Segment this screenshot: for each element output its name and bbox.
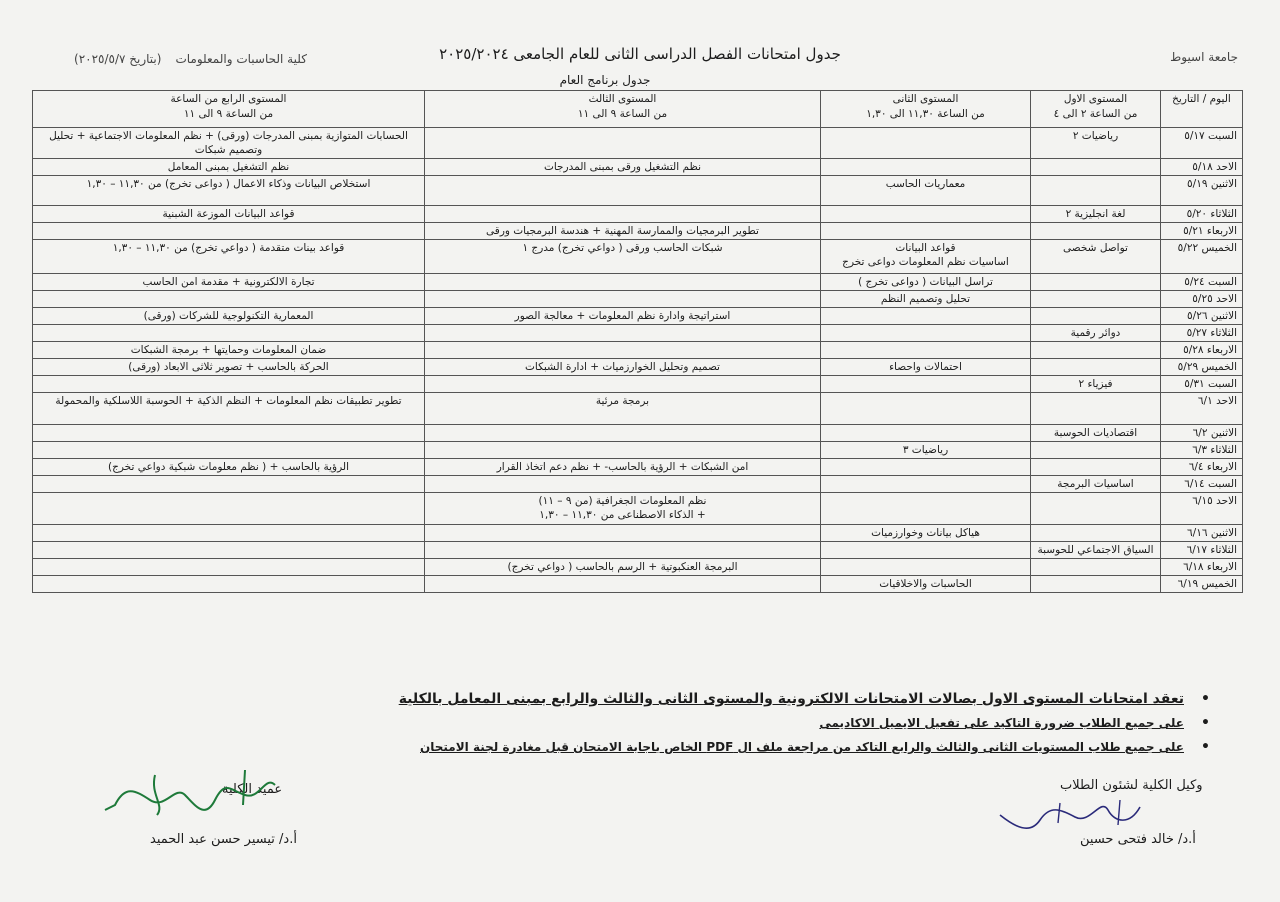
level-cell-3 [425,525,821,542]
level-cell-3: استراتيجة وادارة نظم المعلومات + معالجة الصور [425,308,821,325]
level-cell-2 [821,308,1031,325]
level-cell-2: الحاسبات والاخلاقيات [821,576,1031,593]
level-cell-4: ضمان المعلومات وحمايتها + برمجة الشبكات [33,342,425,359]
level-cell-3 [425,376,821,393]
day-cell: الخميس ٥/٢٩ [1161,359,1243,376]
table-row [33,274,1243,291]
level-cell-4 [33,442,425,459]
table-row [33,176,1243,206]
level-cell-3 [425,576,821,593]
table-row [33,459,1243,476]
level-cell-3 [425,128,821,159]
issue-date: (بتاريخ ٢٠٢٥/٥/٧) [74,52,162,66]
day-cell: السبت ٦/١٤ [1161,476,1243,493]
level-cell-2: رياضيات ٣ [821,442,1031,459]
level-cell-2 [821,493,1031,525]
table-row [33,525,1243,542]
level-cell-4: قواعد بينات متقدمة ( دواعي تخرج) من ١١,٣٠ – ١,٣٠ [33,240,425,274]
level-cell-2: قواعد البيانات اساسيات نظم المعلومات دواعى تخرج [821,240,1031,274]
header-level2: المستوى الثانى من الساعة ١١,٣٠ الى ١,٣٠ [821,91,1031,128]
level-cell-4 [33,376,425,393]
table-row [33,493,1243,525]
level-cell-4: الحركة بالحاسب + تصوير ثلاثى الابعاد (ورقى) [33,359,425,376]
level-cell-3 [425,442,821,459]
level-cell-1: تواصل شخصى [1031,240,1161,274]
day-cell: الاحد ٦/١٥ [1161,493,1243,525]
level-cell-2 [821,559,1031,576]
level-cell-1: فيزياء ٢ [1031,376,1161,393]
note-item [310,688,1210,712]
day-cell: الثلاثاء ٥/٢٧ [1161,325,1243,342]
level-cell-3: برمجة مرئية [425,393,821,425]
dean-name: أ.د/ تيسير حسن عبد الحميد [150,832,297,847]
level-cell-1 [1031,223,1161,240]
level-cell-2 [821,325,1031,342]
table-row [33,559,1243,576]
note-item [310,736,1210,760]
level-cell-4: تطوير تطبيقات نظم المعلومات + النظم الذكية + الحوسبة اللاسلكية والمحمولة [33,393,425,425]
level-cell-2 [821,159,1031,176]
level-cell-1 [1031,525,1161,542]
day-cell: الاثنين ٥/١٩ [1161,176,1243,206]
level-cell-3 [425,325,821,342]
level-cell-4: استخلاص البيانات وذكاء الاعمال ( دواعى تخرج) من ١١,٣٠ – ١,٣٠ [33,176,425,206]
level-cell-1 [1031,176,1161,206]
level-cell-1: دوائر رقمية [1031,325,1161,342]
level-cell-4 [33,291,425,308]
day-cell: الاحد ٦/١ [1161,393,1243,425]
level-cell-1: اساسيات البرمجة [1031,476,1161,493]
table-row [33,476,1243,493]
header-day: اليوم / التاريخ [1161,91,1243,128]
level-cell-4: المعمارية التكنولوجية للشركات (ورقى) [33,308,425,325]
bullet-icon: • [1201,715,1210,731]
level-cell-3 [425,206,821,223]
level-cell-2 [821,206,1031,223]
day-cell: الثلاثاء ٥/٢٠ [1161,206,1243,223]
note-text: على جميع الطلاب ضرورة التاكيد على تفعيل الايميل الاكاديمى [819,716,1184,730]
day-cell: الاثنين ٥/٢٦ [1161,308,1243,325]
level-cell-2: تحليل وتصميم النظم [821,291,1031,308]
level-cell-4 [33,576,425,593]
level-cell-4 [33,325,425,342]
level-cell-2: هياكل بيانات وخوارزميات [821,525,1031,542]
note-text: تعقد امتحانات المستوى الاول بصالات الامتحانات الالكترونية والمستوى الثانى والثالث والرابع بمبنى المعامل بالكلية [398,691,1184,707]
level-cell-4: الرؤية بالحاسب + ( نظم معلومات شبكية دواعي تخرج) [33,459,425,476]
level-cell-4 [33,223,425,240]
level-cell-3 [425,425,821,442]
table-row [33,206,1243,223]
level-cell-4 [33,493,425,525]
level-cell-3: تصميم وتحليل الخوارزميات + ادارة الشبكات [425,359,821,376]
day-cell: الثلاثاء ٦/١٧ [1161,542,1243,559]
day-cell: السبت ٥/٢٤ [1161,274,1243,291]
dean-signature-icon [95,765,285,825]
level-cell-1: رياضيات ٢ [1031,128,1161,159]
level-cell-4: تجارة الالكترونية + مقدمة امن الحاسب [33,274,425,291]
level-cell-1 [1031,359,1161,376]
level-cell-2 [821,376,1031,393]
table-row [33,308,1243,325]
vice-dean-signature-icon [990,795,1150,835]
header-level4: المستوى الرابع من الساعة من الساعة ٩ الى ١١ [33,91,425,128]
level-cell-2: تراسل البيانات ( دواعى تخرج ) [821,274,1031,291]
day-cell: الخميس ٥/٢٢ [1161,240,1243,274]
level-cell-4 [33,559,425,576]
day-cell: الاربعاء ٥/٢٨ [1161,342,1243,359]
table-row [33,342,1243,359]
day-cell: الاربعاء ٥/٢١ [1161,223,1243,240]
exam-schedule-table [32,90,1243,593]
day-cell: السبت ٥/١٧ [1161,128,1243,159]
day-cell: الاربعاء ٦/٤ [1161,459,1243,476]
level-cell-2 [821,476,1031,493]
note-item [310,712,1210,736]
level-cell-4: نظم التشغيل بمبنى المعامل [33,159,425,176]
level-cell-1 [1031,442,1161,459]
level-cell-1 [1031,342,1161,359]
bullet-icon: • [1201,691,1210,707]
level-cell-1 [1031,559,1161,576]
day-cell: الاحد ٥/١٨ [1161,159,1243,176]
vice-dean-title: وكيل الكلية لشئون الطلاب [1060,778,1203,793]
table-row [33,128,1243,159]
vice-dean-name: أ.د/ خالد فتحى حسين [1080,832,1196,847]
page-title: جدول امتحانات الفصل الدراسى الثانى للعام الجامعى ٢٠٢٥/٢٠٢٤ [439,45,841,63]
level-cell-3: البرمجة العنكبوتية + الرسم بالحاسب ( دواعي تخرج) [425,559,821,576]
table-row [33,325,1243,342]
dean-title: عميد الكلية [222,782,283,797]
level-cell-1: اقتصاديات الحوسبة [1031,425,1161,442]
note-text: على جميع طلاب المستويات الثانى والثالث والرابع التاكد من مراجعة ملف ال PDF الخاص باجابة الامتحان قبل مغادرة لجنة الامتحان [420,740,1184,754]
table-row [33,425,1243,442]
table-row [33,291,1243,308]
level-cell-3: شبكات الحاسب ورقى ( دواعي تخرج) مدرج ١ [425,240,821,274]
level-cell-2 [821,342,1031,359]
level-cell-3 [425,176,821,206]
university-name: جامعة اسيوط [1170,50,1238,64]
page-subtitle: جدول برنامج العام [559,73,651,87]
header-level1: المستوى الاول من الساعة ٢ الى ٤ [1031,91,1161,128]
level-cell-3 [425,291,821,308]
level-cell-3 [425,542,821,559]
level-cell-2: معماريات الحاسب [821,176,1031,206]
day-cell: الخميس ٦/١٩ [1161,576,1243,593]
table-row [33,442,1243,459]
bullet-icon: • [1201,739,1210,755]
table-row [33,240,1243,274]
level-cell-2 [821,459,1031,476]
level-cell-3 [425,274,821,291]
level-cell-1: لغة انجليزية ٢ [1031,206,1161,223]
level-cell-4: قواعد البيانات الموزعة الشبنية [33,206,425,223]
level-cell-4 [33,425,425,442]
table-row [33,223,1243,240]
level-cell-4 [33,542,425,559]
level-cell-2 [821,425,1031,442]
day-cell: الاربعاء ٦/١٨ [1161,559,1243,576]
table-row [33,159,1243,176]
day-cell: الاثنين ٦/١٦ [1161,525,1243,542]
table-row [33,393,1243,425]
day-cell: الاثنين ٦/٢ [1161,425,1243,442]
table-row [33,376,1243,393]
level-cell-4 [33,525,425,542]
level-cell-1 [1031,493,1161,525]
level-cell-1 [1031,459,1161,476]
day-cell: الاحد ٥/٢٥ [1161,291,1243,308]
faculty-date [60,52,307,66]
faculty-name: كلية الحاسبات والمعلومات [175,52,307,66]
level-cell-3 [425,476,821,493]
level-cell-1 [1031,274,1161,291]
level-cell-1 [1031,291,1161,308]
level-cell-2 [821,542,1031,559]
level-cell-3: تطوير البرمجيات والممارسة المهنية + هندسة البرمجيات ورقى [425,223,821,240]
level-cell-4 [33,476,425,493]
level-cell-1 [1031,576,1161,593]
level-cell-3: نظم المعلومات الجغرافية (من ٩ – ١١) + الذكاء الاصطناعى من ١١,٣٠ – ١,٣٠ [425,493,821,525]
level-cell-3: نظم التشغيل ورقى بمبنى المدرجات [425,159,821,176]
day-cell: السبت ٥/٣١ [1161,376,1243,393]
header-level3: المستوى الثالث من الساعة ٩ الى ١١ [425,91,821,128]
day-cell: الثلاثاء ٦/٣ [1161,442,1243,459]
level-cell-2: احتمالات واحصاء [821,359,1031,376]
level-cell-2 [821,223,1031,240]
level-cell-1: السياق الاجتماعي للحوسبة [1031,542,1161,559]
level-cell-2 [821,128,1031,159]
level-cell-1 [1031,308,1161,325]
table-row [33,359,1243,376]
level-cell-4: الحسابات المتوازية بمبنى المدرجات (ورقى) + نظم المعلومات الاجتماعية + تحليل وتصميم شبكات [33,128,425,159]
level-cell-3 [425,342,821,359]
level-cell-1 [1031,393,1161,425]
level-cell-2 [821,393,1031,425]
table-row [33,542,1243,559]
table-row [33,576,1243,593]
level-cell-1 [1031,159,1161,176]
notes-list [310,688,1210,760]
table-header-row [33,91,1243,128]
level-cell-3: امن الشبكات + الرؤية بالحاسب- + نظم دعم اتخاذ القرار [425,459,821,476]
